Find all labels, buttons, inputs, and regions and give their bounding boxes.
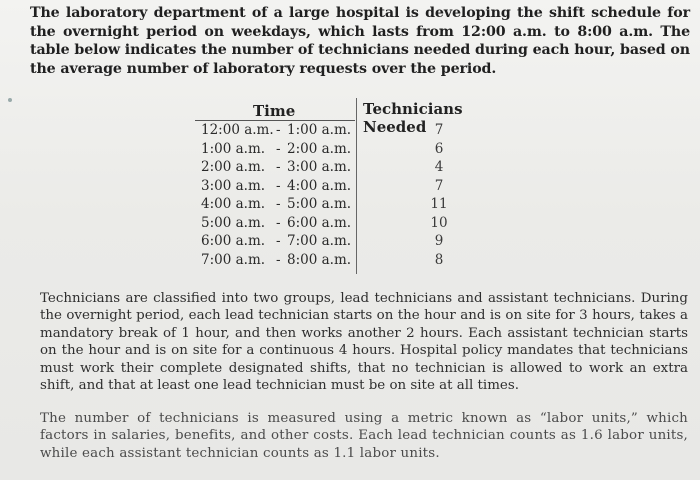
classification-paragraph: Technicians are classified into two groups, lead technicians and assistant technicians. During the overnight period, each lead technician starts on the hour and is on site for 3 hours, takes a mandatory break of 1 hour, and then works another 2 hours. Each assistant technician starts on the hour and is on site for a continuous 4 hours. Hospital policy mandates that technicians must work their complete designated shifts, that no technician is allowed to work an extra shift, and that at least one lead technician must be on site at all times.	[40, 291, 688, 394]
row-end-time: 2:00 a.m.	[287, 140, 352, 157]
row-dash: -	[276, 196, 281, 212]
row-start-time: 5:00 a.m.	[201, 214, 266, 231]
row-end-time: 4:00 a.m.	[287, 177, 352, 194]
row-dash: -	[276, 233, 281, 249]
row-start-time: 6:00 a.m.	[201, 233, 266, 249]
table-row	[201, 178, 521, 197]
row-end-time: 3:00 a.m.	[287, 159, 352, 175]
row-start-time: 3:00 a.m.	[201, 177, 266, 194]
row-technicians-needed: 6	[434, 140, 444, 157]
table-row	[201, 122, 521, 141]
row-end-time: 1:00 a.m.	[287, 122, 352, 138]
intro-paragraph: The laboratory department of a large hospital is developing the shift schedule for the overnight period on weekdays, which lasts from 12:00 a.m. to 8:00 a.m. The table below indicates the number of technicians needed during each hour, based on the average number of laboratory requests over the period.	[30, 5, 691, 77]
margin-mark	[8, 98, 12, 102]
table-row	[201, 252, 521, 271]
row-technicians-needed: 4	[434, 159, 444, 175]
row-start-time: 12:00 a.m.	[201, 122, 274, 138]
row-dash: -	[276, 159, 281, 175]
row-technicians-needed: 9	[434, 233, 444, 249]
row-technicians-needed: 8	[434, 251, 444, 268]
row-dash: -	[276, 140, 281, 157]
time-column-header: Time	[253, 102, 296, 120]
technicians-column-header: Technicians Needed	[363, 100, 463, 136]
row-start-time: 4:00 a.m.	[201, 196, 266, 212]
table-row	[201, 159, 521, 178]
row-end-time: 6:00 a.m.	[287, 214, 352, 231]
row-technicians-needed: 7	[434, 177, 444, 194]
row-end-time: 5:00 a.m.	[287, 196, 352, 212]
table-body	[201, 122, 521, 270]
row-start-time: 7:00 a.m.	[201, 251, 266, 268]
row-dash: -	[276, 214, 281, 231]
technicians-table	[195, 98, 525, 276]
table-row	[201, 215, 521, 234]
row-end-time: 8:00 a.m.	[287, 251, 352, 268]
labor-units-paragraph: The number of technicians is measured using a metric known as “labor units,” which factors in salaries, benefits, and other costs. Each lead technician counts as 1.6 labor units, while each assistant technician counts as 1.1 labor units.	[40, 411, 688, 461]
header-rule	[195, 120, 355, 121]
row-dash: -	[276, 122, 281, 138]
row-technicians-needed: 7	[434, 122, 444, 138]
row-technicians-needed: 11	[430, 196, 448, 212]
row-technicians-needed: 10	[430, 214, 448, 231]
row-dash: -	[276, 177, 281, 194]
table-row	[201, 141, 521, 160]
table-row	[201, 233, 521, 252]
row-end-time: 7:00 a.m.	[287, 233, 352, 249]
row-start-time: 1:00 a.m.	[201, 140, 266, 157]
row-dash: -	[276, 251, 281, 268]
row-start-time: 2:00 a.m.	[201, 159, 266, 175]
table-row	[201, 196, 521, 215]
